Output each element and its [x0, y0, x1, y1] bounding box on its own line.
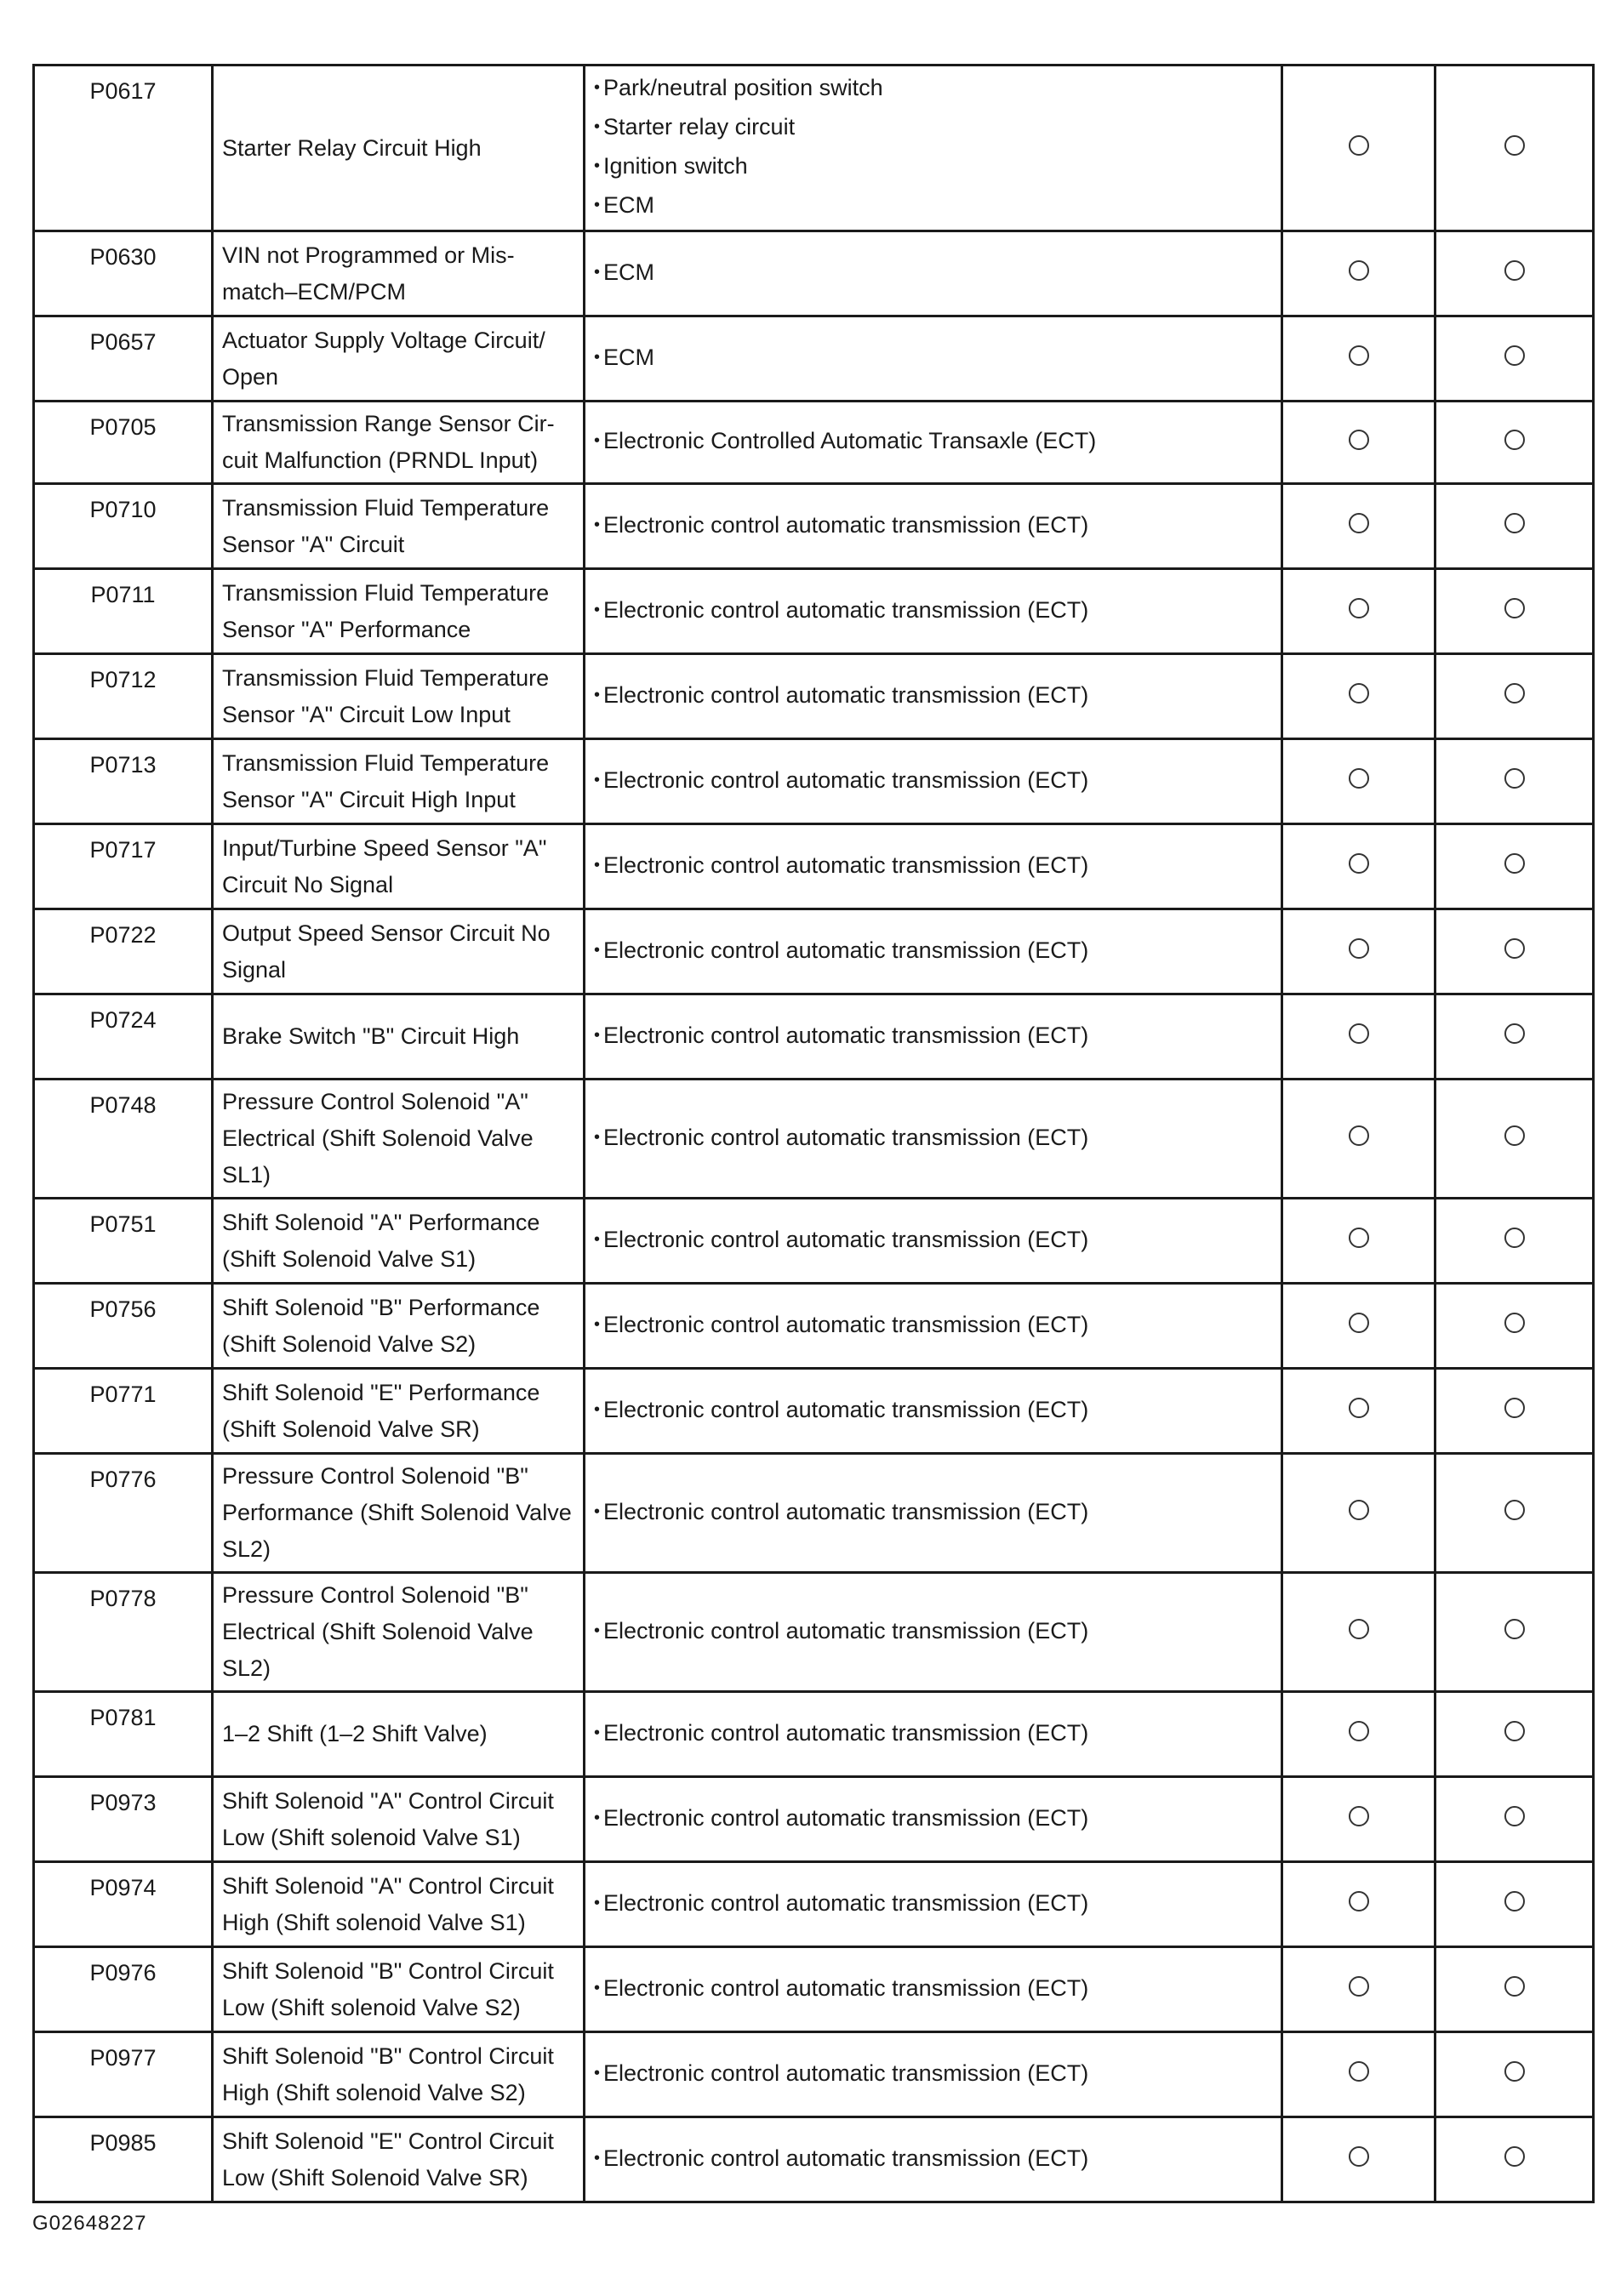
trouble-area-text: Park/neutral position switch [603, 75, 883, 100]
table-row [34, 1692, 1594, 1777]
memory-column-cell [1435, 66, 1594, 231]
trouble-area-item [594, 1392, 1274, 1431]
circle-mark-icon [1349, 938, 1369, 959]
trouble-area-item [594, 762, 1274, 801]
trouble-area-item [594, 339, 1274, 379]
bullet-icon: • [594, 2148, 601, 2168]
trouble-area-list [585, 654, 1282, 739]
circle-mark-icon [1504, 345, 1525, 366]
dtc-description: Pressure Control Solenoid "B" Electrical (Shift Solenoid Valve SL2) [213, 1573, 585, 1692]
memory-column-cell [1435, 739, 1594, 824]
trouble-area-text: Electronic control automatic transmission (ECT) [603, 1124, 1089, 1150]
memory-column-cell [1435, 1692, 1594, 1777]
circle-mark-icon [1504, 683, 1525, 704]
dtc-description: Shift Solenoid "A" Performance (Shift Solenoid Valve S1) [213, 1199, 585, 1284]
bullet-icon: • [594, 347, 601, 367]
circle-mark-icon [1349, 1228, 1369, 1248]
trouble-area-list [585, 316, 1282, 402]
bullet-icon: • [594, 1127, 601, 1147]
trouble-area-item [594, 2055, 1274, 2094]
dtc-code: P0657 [34, 316, 213, 402]
memory-column-cell [1435, 2032, 1594, 2117]
circle-mark-icon [1349, 768, 1369, 789]
dtc-description: Shift Solenoid "E" Performance (Shift Solenoid Valve SR) [213, 1369, 585, 1454]
bullet-icon: • [594, 685, 601, 704]
circle-mark-icon [1504, 1976, 1525, 1997]
trouble-area-list [585, 1199, 1282, 1284]
circle-mark-icon [1504, 513, 1525, 533]
circle-mark-icon [1504, 430, 1525, 450]
dtc-description: Shift Solenoid "A" Control Circuit Low (Shift solenoid Valve S1) [213, 1777, 585, 1862]
trouble-area-text: Electronic control automatic transmission (ECT) [603, 1617, 1089, 1644]
dtc-table [32, 64, 1595, 2203]
trouble-area-list [585, 2032, 1282, 2117]
dtc-description: Transmission Fluid Temperature Sensor "A" Circuit Low Input [213, 654, 585, 739]
table-row [34, 654, 1594, 739]
trouble-area-list [585, 1454, 1282, 1573]
dtc-code: P0776 [34, 1454, 213, 1573]
table-row [34, 484, 1594, 569]
circle-mark-icon [1349, 430, 1369, 450]
trouble-area-item [594, 507, 1274, 546]
circle-mark-icon [1504, 768, 1525, 789]
table-row [34, 231, 1594, 316]
circle-mark-icon [1349, 598, 1369, 618]
circle-mark-icon [1349, 1398, 1369, 1418]
memory-column-cell [1435, 824, 1594, 909]
dtc-code: P0705 [34, 402, 213, 484]
dtc-code: P0710 [34, 484, 213, 569]
circle-mark-icon [1349, 1721, 1369, 1741]
memory-column-cell [1435, 909, 1594, 994]
trouble-area-list [585, 66, 1282, 231]
memory-column-cell [1435, 1947, 1594, 2032]
bullet-icon: • [594, 1978, 601, 1997]
table-row [34, 1947, 1594, 2032]
mil-column-cell [1282, 1862, 1435, 1947]
trouble-area-item [594, 2140, 1274, 2179]
dtc-code: P0973 [34, 1777, 213, 1862]
dtc-description: Output Speed Sensor Circuit No Signal [213, 909, 585, 994]
circle-mark-icon [1504, 1228, 1525, 1248]
dtc-description: Brake Switch "B" Circuit High [213, 994, 585, 1080]
circle-mark-icon [1504, 1891, 1525, 1911]
trouble-area-list [585, 569, 1282, 654]
dtc-description: Shift Solenoid "E" Control Circuit Low (Shift Solenoid Valve SR) [213, 2117, 585, 2202]
trouble-area-list [585, 1369, 1282, 1454]
trouble-area-item [594, 677, 1274, 716]
dtc-code: P0617 [34, 66, 213, 231]
dtc-description: 1–2 Shift (1–2 Shift Valve) [213, 1692, 585, 1777]
dtc-code: P0985 [34, 2117, 213, 2202]
dtc-code: P0717 [34, 824, 213, 909]
trouble-area-text: Electronic control automatic transmission (ECT) [603, 1804, 1089, 1831]
table-row [34, 824, 1594, 909]
trouble-area-text: ECM [603, 344, 655, 370]
circle-mark-icon [1349, 260, 1369, 281]
bullet-icon: • [594, 600, 601, 619]
dtc-code: P0751 [34, 1199, 213, 1284]
trouble-area-text: Ignition switch [603, 153, 748, 179]
bullet-icon: • [594, 1723, 601, 1742]
trouble-area-text: Electronic control automatic transmission (ECT) [603, 1974, 1089, 2001]
memory-column-cell [1435, 1284, 1594, 1369]
memory-column-cell [1435, 994, 1594, 1080]
circle-mark-icon [1504, 135, 1525, 156]
dtc-description: Transmission Range Sensor Cir-cuit Malfunction (PRNDL Input) [213, 402, 585, 484]
trouble-area-list [585, 1573, 1282, 1692]
trouble-area-list [585, 739, 1282, 824]
table-row [34, 1284, 1594, 1369]
mil-column-cell [1282, 1777, 1435, 1862]
dtc-table-body [34, 66, 1594, 2202]
circle-mark-icon [1504, 1313, 1525, 1333]
circle-mark-icon [1504, 2061, 1525, 2082]
trouble-area-text: Electronic control automatic transmission (ECT) [603, 1226, 1089, 1252]
dtc-description: Shift Solenoid "B" Control Circuit Low (Shift solenoid Valve S2) [213, 1947, 585, 2032]
trouble-area-item [594, 1613, 1274, 1652]
mil-column-cell [1282, 1573, 1435, 1692]
memory-column-cell [1435, 1862, 1594, 1947]
table-row [34, 994, 1594, 1080]
dtc-description: Actuator Supply Voltage Circuit/ Open [213, 316, 585, 402]
dtc-code: P0713 [34, 739, 213, 824]
trouble-area-list [585, 824, 1282, 909]
dtc-description: Pressure Control Solenoid "A" Electrical (Shift Solenoid Valve SL1) [213, 1080, 585, 1199]
mil-column-cell [1282, 909, 1435, 994]
bullet-icon: • [594, 855, 601, 875]
trouble-area-list [585, 484, 1282, 569]
bullet-icon: • [594, 1893, 601, 1912]
bullet-icon: • [594, 431, 601, 450]
trouble-area-list [585, 1692, 1282, 1777]
memory-column-cell [1435, 2117, 1594, 2202]
circle-mark-icon [1504, 1721, 1525, 1741]
dtc-code: P0712 [34, 654, 213, 739]
table-row [34, 2032, 1594, 2117]
trouble-area-item [594, 1017, 1274, 1057]
dtc-description: Shift Solenoid "A" Control Circuit High (Shift solenoid Valve S1) [213, 1862, 585, 1947]
trouble-area-item [594, 1970, 1274, 2009]
table-row [34, 1080, 1594, 1199]
memory-column-cell [1435, 402, 1594, 484]
table-row [34, 66, 1594, 231]
trouble-area-list [585, 1777, 1282, 1862]
trouble-area-item [594, 592, 1274, 631]
mil-column-cell [1282, 739, 1435, 824]
bullet-icon: • [594, 117, 601, 136]
memory-column-cell [1435, 654, 1594, 739]
memory-column-cell [1435, 1199, 1594, 1284]
dtc-code: P0977 [34, 2032, 213, 2117]
memory-column-cell [1435, 1080, 1594, 1199]
dtc-description: Transmission Fluid Temperature Sensor "A" Circuit [213, 484, 585, 569]
mil-column-cell [1282, 1947, 1435, 2032]
mil-column-cell [1282, 66, 1435, 231]
memory-column-cell [1435, 569, 1594, 654]
dtc-code: P0722 [34, 909, 213, 994]
mil-column-cell [1282, 2032, 1435, 2117]
circle-mark-icon [1504, 1398, 1525, 1418]
circle-mark-icon [1349, 683, 1369, 704]
table-row [34, 2117, 1594, 2202]
table-row [34, 316, 1594, 402]
dtc-description: Shift Solenoid "B" Control Circuit High (Shift solenoid Valve S2) [213, 2032, 585, 2117]
circle-mark-icon [1504, 1619, 1525, 1639]
bullet-icon: • [594, 1501, 601, 1521]
trouble-area-text: Electronic control automatic transmission (ECT) [603, 766, 1089, 793]
trouble-area-item [594, 148, 1274, 187]
trouble-area-text: Electronic control automatic transmission (ECT) [603, 1719, 1089, 1746]
trouble-area-text: Electronic control automatic transmission (ECT) [603, 852, 1089, 878]
circle-mark-icon [1504, 1500, 1525, 1520]
circle-mark-icon [1349, 1619, 1369, 1639]
mil-column-cell [1282, 484, 1435, 569]
memory-column-cell [1435, 1454, 1594, 1573]
mil-column-cell [1282, 569, 1435, 654]
trouble-area-item [594, 1715, 1274, 1754]
memory-column-cell [1435, 1369, 1594, 1454]
mil-column-cell [1282, 402, 1435, 484]
mil-column-cell [1282, 316, 1435, 402]
circle-mark-icon [1349, 345, 1369, 366]
circle-mark-icon [1349, 1125, 1369, 1146]
dtc-code: P0976 [34, 1947, 213, 2032]
trouble-area-list [585, 1947, 1282, 2032]
trouble-area-item [594, 1307, 1274, 1346]
memory-column-cell [1435, 484, 1594, 569]
circle-mark-icon [1349, 1976, 1369, 1997]
mil-column-cell [1282, 1692, 1435, 1777]
bullet-icon: • [594, 2063, 601, 2082]
dtc-code: P0756 [34, 1284, 213, 1369]
circle-mark-icon [1504, 853, 1525, 874]
trouble-area-item [594, 254, 1274, 293]
circle-mark-icon [1349, 1891, 1369, 1911]
bullet-icon: • [594, 78, 601, 97]
mil-column-cell [1282, 1454, 1435, 1573]
trouble-area-text: ECM [603, 259, 655, 285]
dtc-code: P0630 [34, 231, 213, 316]
table-row [34, 1454, 1594, 1573]
mil-column-cell [1282, 1369, 1435, 1454]
mil-column-cell [1282, 824, 1435, 909]
bullet-icon: • [594, 1621, 601, 1640]
trouble-area-item [594, 109, 1274, 148]
dtc-code: P0748 [34, 1080, 213, 1199]
trouble-area-item [594, 423, 1274, 462]
table-row [34, 909, 1594, 994]
circle-mark-icon [1504, 938, 1525, 959]
figure-reference-code: G02648227 [32, 2212, 147, 2235]
trouble-area-text: ECM [603, 192, 655, 218]
circle-mark-icon [1349, 2061, 1369, 2082]
circle-mark-icon [1504, 598, 1525, 618]
trouble-area-item [594, 70, 1274, 109]
trouble-area-text: Electronic control automatic transmission (ECT) [603, 1889, 1089, 1916]
trouble-area-text: Electronic control automatic transmission (ECT) [603, 1022, 1089, 1048]
circle-mark-icon [1349, 853, 1369, 874]
bullet-icon: • [594, 1808, 601, 1827]
circle-mark-icon [1349, 1023, 1369, 1044]
circle-mark-icon [1349, 1313, 1369, 1333]
trouble-area-text: Electronic control automatic transmission (ECT) [603, 1396, 1089, 1422]
dtc-code: P0974 [34, 1862, 213, 1947]
trouble-area-text: Electronic control automatic transmission (ECT) [603, 2060, 1089, 2086]
trouble-area-item [594, 1494, 1274, 1533]
table-row [34, 402, 1594, 484]
bullet-icon: • [594, 157, 601, 175]
bullet-icon: • [594, 770, 601, 789]
memory-column-cell [1435, 1573, 1594, 1692]
dtc-code: P0781 [34, 1692, 213, 1777]
circle-mark-icon [1504, 260, 1525, 281]
trouble-area-item [594, 932, 1274, 971]
circle-mark-icon [1504, 2146, 1525, 2167]
memory-column-cell [1435, 316, 1594, 402]
trouble-area-item [594, 187, 1274, 226]
dtc-description: Transmission Fluid Temperature Sensor "A" Circuit High Input [213, 739, 585, 824]
table-row [34, 1199, 1594, 1284]
trouble-area-item [594, 1885, 1274, 1924]
mil-column-cell [1282, 654, 1435, 739]
mil-column-cell [1282, 994, 1435, 1080]
mil-column-cell [1282, 1080, 1435, 1199]
trouble-area-text: Starter relay circuit [603, 114, 796, 140]
bullet-icon: • [594, 940, 601, 960]
memory-column-cell [1435, 1777, 1594, 1862]
trouble-area-text: Electronic control automatic transmission (ECT) [603, 2145, 1089, 2171]
trouble-area-list [585, 909, 1282, 994]
trouble-area-text: Electronic control automatic transmission (ECT) [603, 511, 1089, 538]
bullet-icon: • [594, 1025, 601, 1045]
trouble-area-item [594, 847, 1274, 886]
trouble-area-list [585, 402, 1282, 484]
table-row [34, 739, 1594, 824]
trouble-area-list [585, 231, 1282, 316]
table-row [34, 569, 1594, 654]
mil-column-cell [1282, 2117, 1435, 2202]
bullet-icon: • [594, 262, 601, 282]
mil-column-cell [1282, 1284, 1435, 1369]
trouble-area-text: Electronic control automatic transmission (ECT) [603, 596, 1089, 623]
dtc-description: Pressure Control Solenoid "B" Performance (Shift Solenoid Valve SL2) [213, 1454, 585, 1573]
trouble-area-item [594, 1222, 1274, 1261]
trouble-area-list [585, 1080, 1282, 1199]
table-row [34, 1573, 1594, 1692]
circle-mark-icon [1349, 135, 1369, 156]
trouble-area-text: Electronic control automatic transmission (ECT) [603, 1311, 1089, 1337]
dtc-code: P0724 [34, 994, 213, 1080]
dtc-code: P0771 [34, 1369, 213, 1454]
trouble-area-text: Electronic control automatic transmission (ECT) [603, 1498, 1089, 1524]
dtc-description: Transmission Fluid Temperature Sensor "A" Performance [213, 569, 585, 654]
trouble-area-list [585, 1862, 1282, 1947]
trouble-area-text: Electronic Controlled Automatic Transaxle (ECT) [603, 428, 1097, 453]
trouble-area-list [585, 994, 1282, 1080]
circle-mark-icon [1504, 1023, 1525, 1044]
circle-mark-icon [1349, 513, 1369, 533]
circle-mark-icon [1349, 1500, 1369, 1520]
bullet-icon: • [594, 1399, 601, 1419]
trouble-area-item [594, 1120, 1274, 1159]
circle-mark-icon [1504, 1806, 1525, 1826]
trouble-area-text: Electronic control automatic transmission (ECT) [603, 681, 1089, 708]
dtc-description: Shift Solenoid "B" Performance (Shift Solenoid Valve S2) [213, 1284, 585, 1369]
circle-mark-icon [1349, 1806, 1369, 1826]
bullet-icon: • [594, 515, 601, 534]
trouble-area-list [585, 1284, 1282, 1369]
dtc-code: P0711 [34, 569, 213, 654]
bullet-icon: • [594, 1314, 601, 1334]
dtc-code: P0778 [34, 1573, 213, 1692]
circle-mark-icon [1504, 1125, 1525, 1146]
table-row [34, 1369, 1594, 1454]
table-row [34, 1777, 1594, 1862]
bullet-icon: • [594, 1229, 601, 1249]
memory-column-cell [1435, 231, 1594, 316]
table-row [34, 1862, 1594, 1947]
mil-column-cell [1282, 231, 1435, 316]
bullet-icon: • [594, 196, 601, 214]
circle-mark-icon [1349, 2146, 1369, 2167]
mil-column-cell [1282, 1199, 1435, 1284]
dtc-description: Input/Turbine Speed Sensor "A" Circuit No Signal [213, 824, 585, 909]
trouble-area-text: Electronic control automatic transmission (ECT) [603, 937, 1089, 963]
trouble-area-item [594, 1800, 1274, 1839]
dtc-description: VIN not Programmed or Mis-match–ECM/PCM [213, 231, 585, 316]
dtc-description: Starter Relay Circuit High [213, 66, 585, 231]
trouble-area-list [585, 2117, 1282, 2202]
